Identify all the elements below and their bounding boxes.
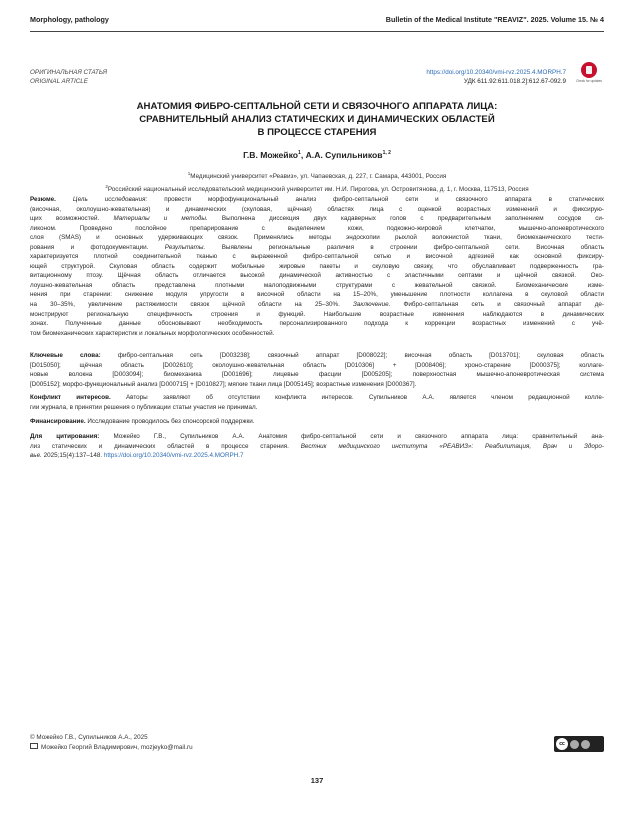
funding bbox=[30, 417, 604, 427]
abstract-text: (височная, околоушно-жевательная) и динамических (скуловая, щёчная) областях лица с оценкой возрастных изменений и фиксирую- bbox=[30, 205, 604, 213]
running-header bbox=[30, 8, 604, 30]
abstract-text: ликоном. Проведено послойное препарирование с выделением кожи, подкожно-жировой клетчатки, мышечно-апоневротического bbox=[30, 224, 604, 232]
citation-label: Для цитирования: bbox=[30, 433, 100, 440]
abstract-text: щих возможностей. bbox=[30, 215, 114, 223]
citation-line bbox=[30, 442, 604, 452]
article-type-ru: ОРИГИНАЛЬНАЯ СТАТЬЯ bbox=[30, 69, 107, 76]
abstract-text: Выполнена диссекция двух кадаверных голов с предварительным заполнением сосудов си- bbox=[207, 215, 604, 223]
cc-license-badge[interactable] bbox=[554, 736, 604, 752]
journal-section: Morphology, pathology bbox=[30, 14, 109, 24]
citation-text: лиз статических и динамических областей в процессе старения. bbox=[30, 442, 301, 450]
abstract-text: монстрируют региональную специфичность строения и функций. Наибольшие возрастные изменения наблюдаются в динамических bbox=[30, 310, 604, 318]
abstract-line bbox=[30, 271, 604, 281]
citation bbox=[30, 432, 604, 461]
abstract-text: характеризуется плотной соединительной тканью с выраженной фибро-септальной сетью и височной адгезией как основной фиксиру- bbox=[30, 253, 604, 261]
cc-icon: cc bbox=[556, 738, 568, 750]
conflict-of-interest bbox=[30, 393, 604, 412]
abstract-heading: Материалы и методы. bbox=[113, 215, 208, 223]
authors bbox=[30, 150, 604, 160]
abstract-line bbox=[30, 319, 604, 329]
abstract-heading: Заключение. bbox=[353, 301, 391, 309]
by-icon bbox=[570, 740, 579, 749]
check-updates-label: Check for updates bbox=[576, 79, 602, 83]
conflict-line: гии журнала, в принятии решения о публикации статьи участия не принимал. bbox=[30, 403, 258, 411]
affiliation-1 bbox=[20, 169, 614, 182]
article-type bbox=[30, 68, 107, 86]
keywords-label: Ключевые слова: bbox=[30, 352, 101, 359]
abstract-line bbox=[30, 281, 604, 291]
abstract-line bbox=[30, 195, 604, 205]
copyright: © Можейко Г.В., Супильников А.А., 2025 bbox=[30, 734, 148, 741]
citation-line bbox=[30, 432, 604, 442]
bookmark-icon bbox=[581, 62, 597, 78]
contact-text[interactable]: Можейко Георгий Владимирович, mozjeyko@mail.ru bbox=[41, 744, 193, 751]
article-identifiers bbox=[426, 68, 566, 86]
author-name: А.А. Супильников bbox=[305, 150, 383, 160]
abstract-line bbox=[30, 329, 604, 339]
affiliations bbox=[20, 169, 614, 195]
abstract-line bbox=[30, 310, 604, 320]
sa-icon bbox=[581, 740, 590, 749]
citation-line bbox=[30, 451, 604, 461]
abstract-heading: Результаты. bbox=[164, 243, 206, 251]
abstract-text: слоя (SMAS) и основных удерживающих связок. Применялись методы эндоскопии рыхлой волокнистой ткани, биомеханического тести- bbox=[30, 234, 604, 242]
abstract-heading: Цель исследования: bbox=[72, 196, 148, 203]
check-for-updates-badge[interactable] bbox=[574, 62, 604, 92]
conflict-label: Конфликт интересов. bbox=[30, 394, 111, 401]
abstract-text: Выявлены региональные различия в строении фибро-септальной сети. Височная область bbox=[205, 243, 604, 251]
affiliation-sup: 1 bbox=[187, 171, 191, 176]
abstract-line bbox=[30, 224, 604, 234]
page-number: 137 bbox=[310, 776, 324, 785]
title-line: СРАВНИТЕЛЬНЫЙ АНАЛИЗ СТАТИЧЕСКИХ И ДИНАМИЧЕСКИХ ОБЛАСТЕЙ bbox=[139, 114, 495, 125]
keywords-text: фибро-септальная сеть [D003238]; связочный аппарат [D008022]; височная область [D013701]; скуловая область bbox=[100, 352, 604, 359]
article-meta bbox=[30, 68, 604, 98]
author-name: Г.В. Можейко bbox=[243, 150, 299, 160]
abstract-text: провести морфофункциональный анализ фибро-септальной сети и связочного аппарата в статических bbox=[147, 196, 604, 203]
author-separator: , bbox=[300, 150, 306, 160]
article-type-en: ORIGINAL ARTICLE bbox=[30, 78, 88, 85]
affiliation-text: Российский национальный исследовательский медицинский университет им. Н.И. Пирогова, ул. Островитянова, д. 1, г. Москва, 117513, Россия bbox=[107, 186, 529, 194]
abstract-text: на 30–35%, увеличение растяжимости связок щёчной области на 25–30%. bbox=[30, 301, 354, 309]
conflict-line bbox=[30, 393, 604, 403]
title-line: В ПРОЦЕССЕ СТАРЕНИЯ bbox=[257, 127, 377, 138]
journal-title: Bulletin of the Medical Institute "REAVIZ". 2025. Volume 15. № 4 bbox=[385, 14, 604, 24]
abstract-text: том биомеханических характеристик и локальных морфологических особенностей. bbox=[30, 329, 275, 337]
contact bbox=[30, 743, 604, 753]
keywords-line: [D015050]; щёчная область [D002610]; околоушно-жевательная область [D010306] + [D008406]; хроно-старение [D000375]; коллаге- bbox=[30, 361, 604, 369]
header-divider bbox=[30, 31, 604, 32]
udk-code: УДК 611.92:611.018.2]:612.67-092.9 bbox=[463, 78, 566, 85]
author-sup: 1, 2 bbox=[382, 150, 391, 157]
abstract-label: Резюме. bbox=[30, 196, 56, 203]
abstract-line bbox=[30, 252, 604, 262]
citation-text: 2025;15(4):137–148. bbox=[41, 452, 104, 460]
keywords-line bbox=[30, 351, 604, 361]
keywords-line: новые волокна [D003094]; биомеханика [D001696]; лицевые фасции [D005205]; поверхностная мышечно-апоневротическая система bbox=[30, 371, 604, 379]
affiliation-sup: 2 bbox=[105, 184, 108, 190]
citation-journal: Вестник медицинского института «РЕАВИЗ»: Реабилитация, Врач и Здоро- bbox=[300, 442, 604, 450]
doi-link[interactable]: https://doi.org/10.20340/vmi-rvz.2025.4.MORPH.7 bbox=[426, 69, 566, 76]
abstract-text: лоушно-жевательная область представлена плотными малоподвижными структурами с жевательной связкой. Биомеханические изме- bbox=[30, 281, 604, 289]
citation-text: Можейко Г.В., Супильников А.А. Анатомия фибро-септальной сети и связочного аппарата лица: сравнительный ана- bbox=[99, 433, 604, 440]
affiliation-text: Медицинский университет «Реавиз», ул. Чапаевская, д. 227, г. Самара, 443001, Россия bbox=[190, 173, 447, 181]
abstract-text: рования и фотодокументации. bbox=[30, 243, 165, 251]
abstract-text: зонах. Полученные данные обосновывают необходимость персонализированного подхода к коррекции возрастных изменений с учё- bbox=[30, 320, 604, 328]
abstract-line bbox=[30, 243, 604, 253]
funding-label: Финансирование. bbox=[30, 418, 86, 425]
citation-journal: вье. bbox=[30, 452, 42, 460]
envelope-icon bbox=[30, 743, 38, 749]
funding-line bbox=[30, 417, 604, 427]
abstract-text: витационному птозу. Щёчная область отличается высокой динамической активностью с эластичными септами и щёчной связкой. Око- bbox=[30, 272, 604, 280]
title-line: АНАТОМИЯ ФИБРО-СЕПТАЛЬНОЙ СЕТИ И СВЯЗОЧНОГО АППАРАТА ЛИЦА: bbox=[136, 101, 498, 112]
abstract-line bbox=[30, 205, 604, 215]
affiliation-2 bbox=[20, 182, 614, 195]
keywords-line: [D005152]; морфо-функциональный анализ [D000715] + [D010827]; мягкие ткани лица [D005145]; возрастные изменения [D000367]. bbox=[30, 380, 417, 388]
author-sup: 1 bbox=[298, 150, 301, 157]
article-title bbox=[40, 100, 594, 139]
abstract-line bbox=[30, 214, 604, 224]
article-footer bbox=[30, 733, 604, 753]
keywords bbox=[30, 351, 604, 389]
funding-text: Исследование проводилось без спонсорской поддержки. bbox=[85, 418, 255, 425]
abstract-text: нения при старении: снижение модуля упругости в височной области на 15–20%, уменьшение плотности коллагена в скуловой области bbox=[30, 291, 604, 299]
abstract-text: Фибро-септальная сеть и связочный аппарат де- bbox=[390, 301, 604, 309]
abstract-line bbox=[30, 300, 604, 310]
abstract-line bbox=[30, 262, 604, 272]
abstract-text bbox=[56, 196, 73, 203]
abstract bbox=[30, 195, 604, 338]
conflict-text: Авторы заявляют об отсутствии конфликта интересов. Супильников А.А. является членом редакционной колле- bbox=[110, 394, 604, 401]
abstract-text: ющей структурой. Скуловая область содержит мобильные жировые пакеты и скуловую связку, что обуславливает подверженность гра- bbox=[30, 262, 604, 270]
abstract-line bbox=[30, 290, 604, 300]
abstract-line bbox=[30, 233, 604, 243]
citation-doi-link[interactable]: https://doi.org/10.20340/vmi-rvz.2025.4.MORPH.7 bbox=[103, 452, 244, 460]
